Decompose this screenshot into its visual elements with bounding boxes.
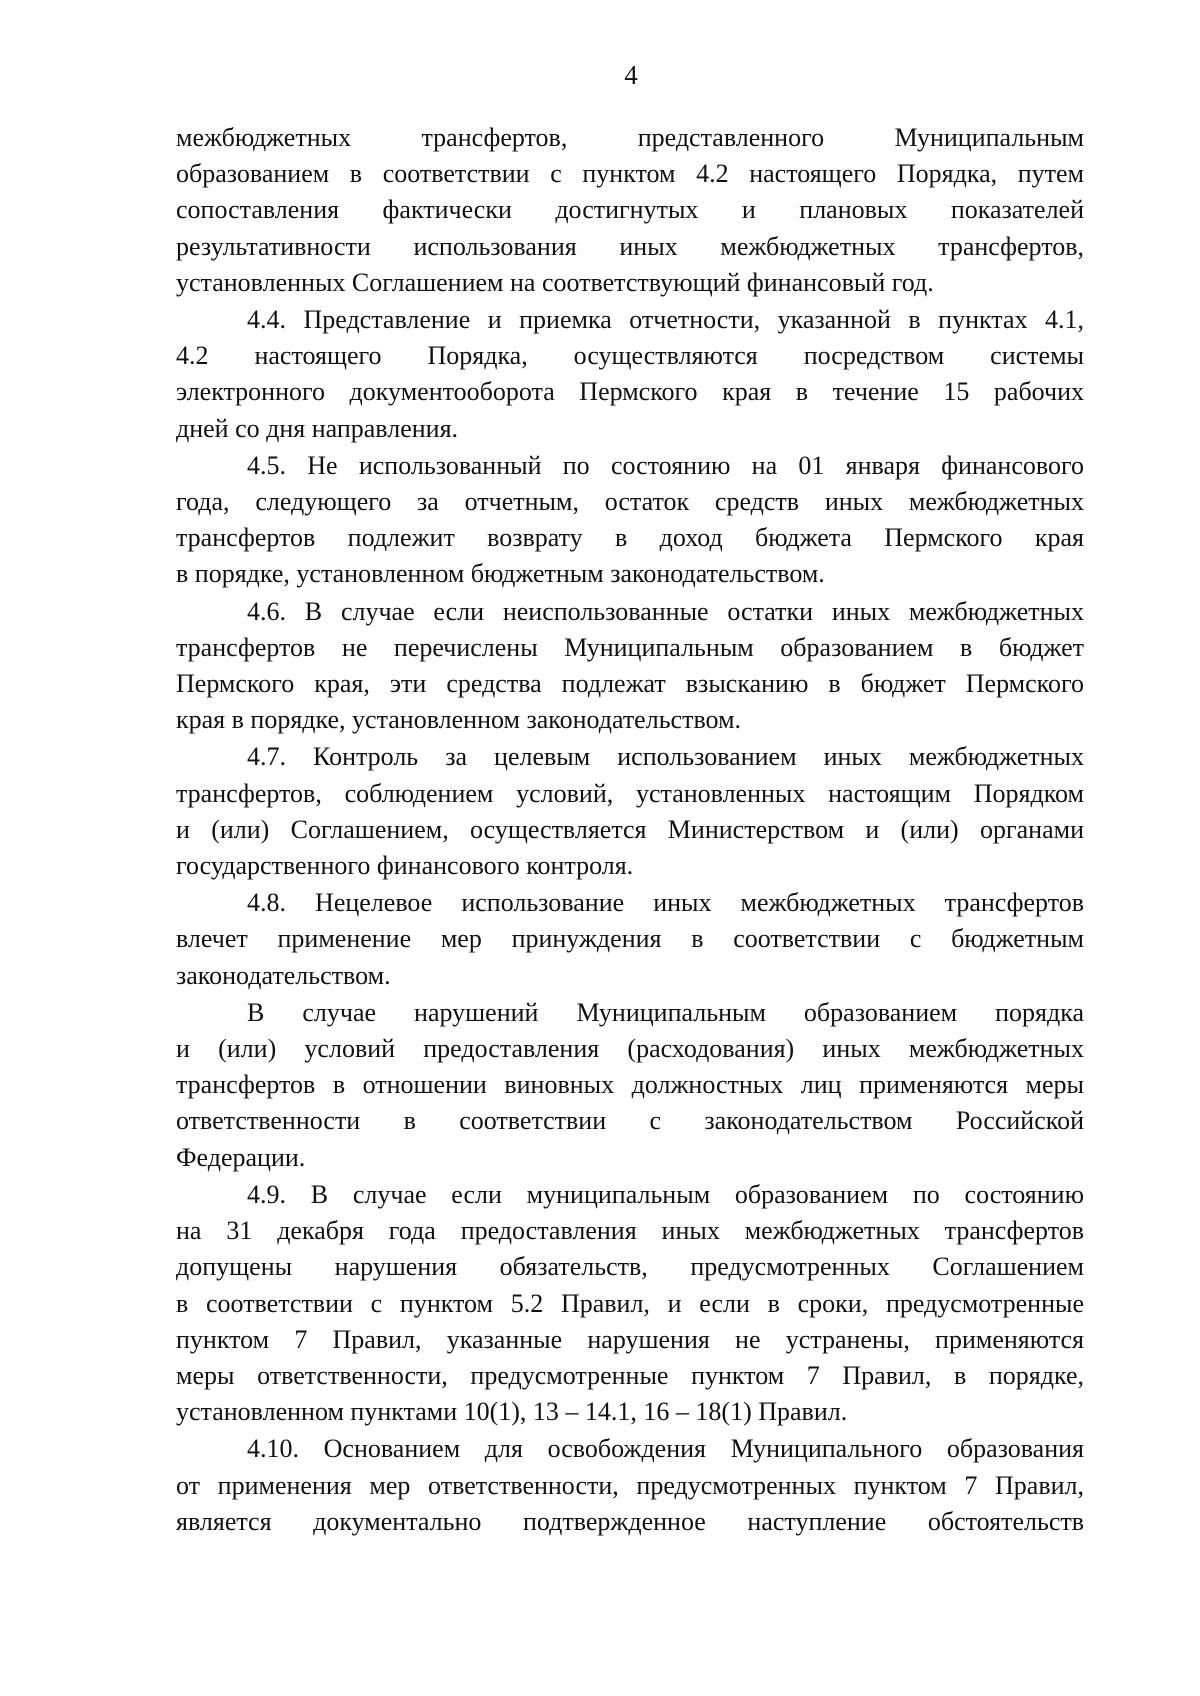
text-line: государственного финансового контроля. [176, 851, 634, 881]
text-line: 4.2 настоящего Порядка, осуществляются посредством системы [176, 341, 1084, 371]
text-line: на 31 декабря года предоставления иных межбюджетных трансфертов [176, 1216, 1084, 1246]
text-line: 4.4. Представление и приемка отчетности, указанной в пунктах 4.1, [247, 305, 1084, 335]
text-line: трансфертов не перечислены Муниципальным образованием в бюджет [176, 632, 1084, 662]
text-line: образованием в соответствии с пунктом 4.2 настоящего Порядка, путем [176, 159, 1084, 189]
document-body [176, 120, 1084, 1541]
text-line: года, следующего за отчетным, остаток средств иных межбюджетных [176, 487, 1084, 517]
text-line: влечет применение мер принуждения в соответствии с бюджетным [176, 924, 1084, 954]
text-line: межбюджетных трансфертов, представленного Муниципальным [176, 123, 1084, 152]
text-line: установленном пунктами 10(1), 13 – 14.1, 16 – 18(1) Правил. [176, 1397, 848, 1427]
text-line: Пермского края, эти средства подлежат взысканию в бюджет Пермского [176, 669, 1084, 699]
text-line: сопоставления фактически достигнутых и плановых показателей [176, 195, 1084, 225]
text-line: 4.7. Контроль за целевым использованием иных межбюджетных [247, 742, 1084, 772]
text-line: электронного документооборота Пермского края в течение 15 рабочих [176, 377, 1084, 407]
text-line: Федерации. [176, 1142, 306, 1172]
text-line: края в порядке, установленном законодательством. [176, 705, 742, 735]
text-line: дней со дня направления. [176, 413, 459, 443]
text-line: трансфертов в отношении виновных должностных лиц применяются меры [176, 1070, 1084, 1100]
text-line: 4.9. В случае если муниципальным образованием по состоянию [247, 1179, 1084, 1209]
paragraph [176, 1431, 1084, 1540]
text-line: 4.8. Нецелевое использование иных межбюджетных трансфертов [247, 888, 1084, 918]
paragraph [176, 302, 1084, 447]
text-line: трансфертов подлежит возврату в доход бюджета Пермского края [176, 523, 1084, 553]
text-line: 4.6. В случае если неиспользованные остатки иных межбюджетных [247, 596, 1084, 626]
text-line: и (или) Соглашением, осуществляется Министерством и (или) органами [176, 814, 1084, 844]
text-line: ответственности в соответствии с законодательством Российской [176, 1106, 1084, 1136]
paragraph [176, 448, 1084, 593]
text-line: результативности использования иных межбюджетных трансфертов, [176, 231, 1084, 261]
text-line: меры ответственности, предусмотренные пунктом 7 Правил, в порядке, [176, 1360, 1084, 1390]
text-line: от применения мер ответственности, предусмотренных пунктом 7 Правил, [176, 1470, 1084, 1500]
text-line: В случае нарушений Муниципальным образованием порядка [247, 997, 1084, 1027]
page-number: 4 [624, 60, 638, 90]
paragraph [176, 1177, 1084, 1430]
text-line: и (или) условий предоставления (расходования) иных межбюджетных [176, 1034, 1084, 1064]
text-line: трансфертов, соблюдением условий, установленных настоящим Порядком [176, 778, 1084, 808]
text-line: установленных Соглашением на соответствующий финансовый год. [176, 267, 934, 297]
paragraph [176, 594, 1084, 739]
text-line: пунктом 7 Правил, указанные нарушения не устранены, применяются [176, 1324, 1084, 1354]
text-line: 4.10. Основанием для освобождения Муниципального образования [247, 1434, 1084, 1464]
text-line: 4.5. Не использованный по состоянию на 01 января финансового [247, 450, 1084, 480]
text-line: в порядке, установленном бюджетным законодательством. [176, 559, 825, 589]
text-line: является документально подтвержденное наступление обстоятельств [176, 1506, 1084, 1536]
text-line: законодательством. [176, 960, 391, 990]
text-line: допущены нарушения обязательств, предусмотренных Соглашением [176, 1252, 1084, 1282]
paragraph [176, 739, 1084, 884]
paragraph [176, 885, 1084, 994]
paragraph [176, 120, 1084, 301]
text-line: в соответствии с пунктом 5.2 Правил, и если в сроки, предусмотренные [176, 1288, 1084, 1318]
paragraph [176, 995, 1084, 1176]
